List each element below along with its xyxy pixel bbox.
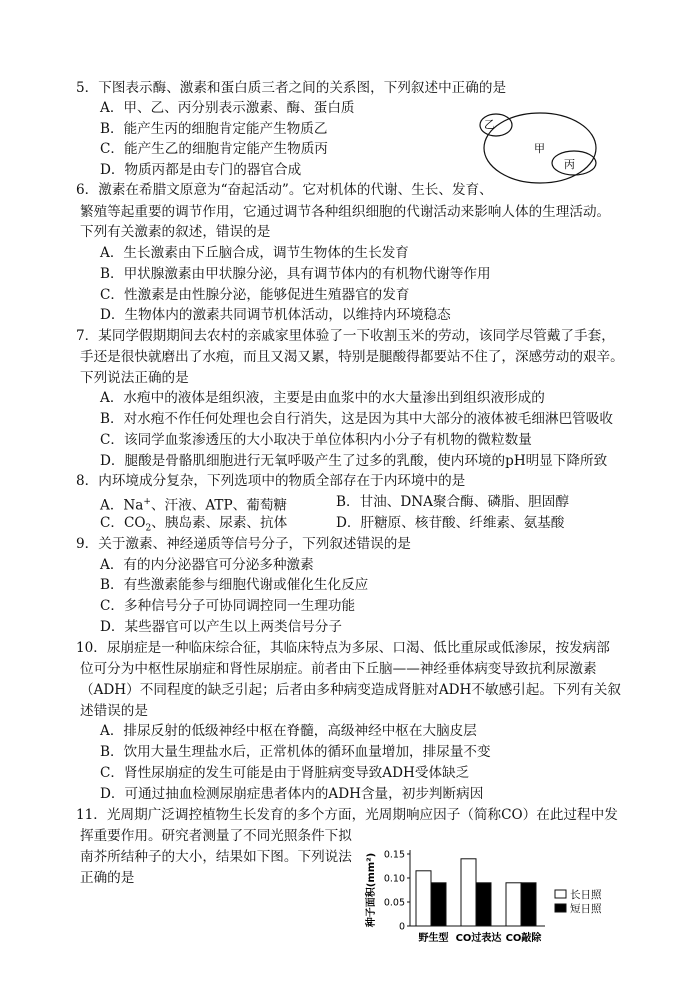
q7-stem-line1: 7．某同学假期期间去农村的亲戚家里体验了一下收割玉米的劳动，该同学尽管戴了手套，	[76, 328, 615, 344]
q6-stem-line1: 6．激素在希腊文原意为“奋起活动”。它对机体的代谢、生长、发育、	[76, 182, 493, 198]
x-category-label: CO过表达	[455, 933, 502, 944]
q8-option-a: A．Na+、汗液、ATP、葡萄糖	[100, 497, 288, 514]
q10-option-d: D．可通过抽血检测尿崩症患者体内的ADH含量，初步判断病因	[100, 786, 484, 802]
y-tick-label: 0.05	[383, 897, 405, 909]
q10-stem-line4: 述错误的是	[80, 703, 148, 719]
x-category-label: CO敲除	[505, 933, 542, 944]
label-yi: 乙	[484, 118, 495, 131]
q5-option-d: D．物质丙都是由专门的器官合成	[100, 162, 302, 178]
bar-long-day	[461, 859, 476, 926]
y-tick-label: 0.10	[383, 873, 405, 885]
y-tick-label: 0.15	[383, 849, 405, 861]
q10-stem-line2: 位可分为中枢性尿崩症和肾性尿崩症。前者由下丘脑——神经垂体病变导致抗利尿激素	[80, 661, 597, 677]
q10-option-b: B．饮用大量生理盐水后，正常机体的循环血量增加，排尿量不变	[100, 744, 491, 760]
bar-short-day	[431, 883, 446, 926]
q6-stem-line3: 下列有关激素的叙述，错误的是	[80, 224, 271, 240]
bar-long-day	[506, 883, 521, 926]
q10-stem-line1: 10．尿崩症是一种临床综合征，其临床特点为多尿、口渴、低比重尿或低渗尿，按发病部	[76, 640, 610, 656]
q10-option-a: A．排尿反射的低级神经中枢在脊髓，高级神经中枢在大脑皮层	[100, 723, 477, 739]
q9-option-a: A．有的内分泌器官可分泌多种激素	[100, 557, 314, 573]
x-category-label: 野生型	[418, 933, 449, 944]
q8-option-c: C．$CO_2$、胰岛素、尿素、抗体	[100, 515, 288, 534]
legend-swatch-long-day	[555, 890, 566, 898]
q8-stem: 8．内环境成分复杂，下列选项中的物质全部存在于内环境中的是	[76, 473, 466, 489]
q6-option-b: B．甲状腺激素由甲状腺分泌，具有调节体内的有机物代谢等作用	[100, 266, 491, 282]
q7-option-a: A．水疱中的液体是组织液，主要是由血浆中的水大量渗出到组织液形成的	[100, 390, 545, 406]
q5-diagram	[470, 108, 620, 188]
q10-stem-line3: （ADH）不同程度的缺乏引起；后者由多种病变造成肾脏对ADH不敏感引起。下列有关叙	[80, 682, 621, 698]
q5-option-c: C．能产生乙的细胞肯定能产生物质丙	[100, 141, 328, 157]
q11-stem-line2: 挥重要作用。研究者测量了不同光照条件下拟	[80, 828, 352, 844]
y-tick-label: 0	[398, 921, 405, 933]
q5-option-b: B．能产生丙的细胞肯定能产生物质乙	[100, 121, 328, 137]
q11-stem-line3: 南芥所结种子的大小，结果如下图。下列说法	[80, 849, 352, 865]
q9-option-d: D．某些器官可以产生以上两类信号分子	[100, 619, 342, 635]
legend-label-short-day: 短日照	[570, 903, 602, 915]
q8-option-b: B．甘油、DNA聚合酶、磷脂、胆固醇	[336, 494, 569, 510]
legend-swatch-short-day	[555, 904, 566, 912]
q10-option-c: C．肾性尿崩症的发生可能是由于肾脏病变导致ADH受体缺乏	[100, 765, 470, 781]
q5-option-a: A．甲、乙、丙分别表示激素、酶、蛋白质	[100, 100, 355, 116]
q6-option-d: D．生物体内的激素共同调节机体活动，以维持内环境稳态	[100, 307, 451, 323]
q7-stem-line3: 下列说法正确的是	[80, 370, 189, 386]
legend-label-long-day: 长日照	[570, 889, 602, 901]
q7-stem-line2: 手还是很快就磨出了水疱，而且又渴又累，特别是腿酸得都要站不住了，深感劳动的艰辛。	[80, 349, 624, 365]
seed-area-bar-chart	[360, 840, 620, 950]
bar-short-day	[476, 883, 491, 926]
q6-option-c: C．性激素是由性腺分泌，能够促进生殖器官的发育	[100, 287, 410, 303]
y-axis-label: 种子面积(mm²)	[366, 852, 377, 928]
label-bing: 丙	[564, 158, 575, 171]
q6-stem-line2: 繁殖等起重要的调节作用，它通过调节各种组织细胞的代谢活动来影响人体的生理活动。	[80, 204, 611, 220]
q7-option-c: C．该同学血浆渗透压的大小取决于单位体积内小分子有机物的微粒数量	[100, 432, 532, 448]
q11-stem-line1: 11．光周期广泛调控植物生长发育的多个方面，光周期响应因子（简称CO）在此过程中发	[76, 807, 618, 823]
q7-option-d: D．腿酸是骨骼肌细胞进行无氧呼吸产生了过多的乳酸，使内环境的pH明显下降所致	[100, 453, 608, 469]
bar-short-day	[521, 883, 536, 926]
label-jia: 甲	[534, 142, 545, 155]
q7-option-b: B．对水疱不作任何处理也会自行消失，这是因为其中大部分的液体被毛细淋巴管吸收	[100, 411, 613, 427]
q9-option-b: B．有些激素能参与细胞代谢或催化生化反应	[100, 577, 369, 593]
q8-option-d: D．肝糖原、核苷酸、纤维素、氨基酸	[336, 515, 565, 531]
q6-option-a: A．生长激素由下丘脑合成，调节生物体的生长发育	[100, 245, 409, 261]
q11-stem-line4: 正确的是	[80, 870, 135, 886]
bar-long-day	[416, 871, 431, 926]
q9-option-c: C．多种信号分子可协同调控同一生理功能	[100, 598, 356, 614]
q9-stem: 9．关于激素、神经递质等信号分子，下列叙述错误的是	[76, 536, 411, 552]
q5-stem: 5．下图表示酶、激素和蛋白质三者之间的关系图，下列叙述中正确的是	[76, 80, 507, 96]
